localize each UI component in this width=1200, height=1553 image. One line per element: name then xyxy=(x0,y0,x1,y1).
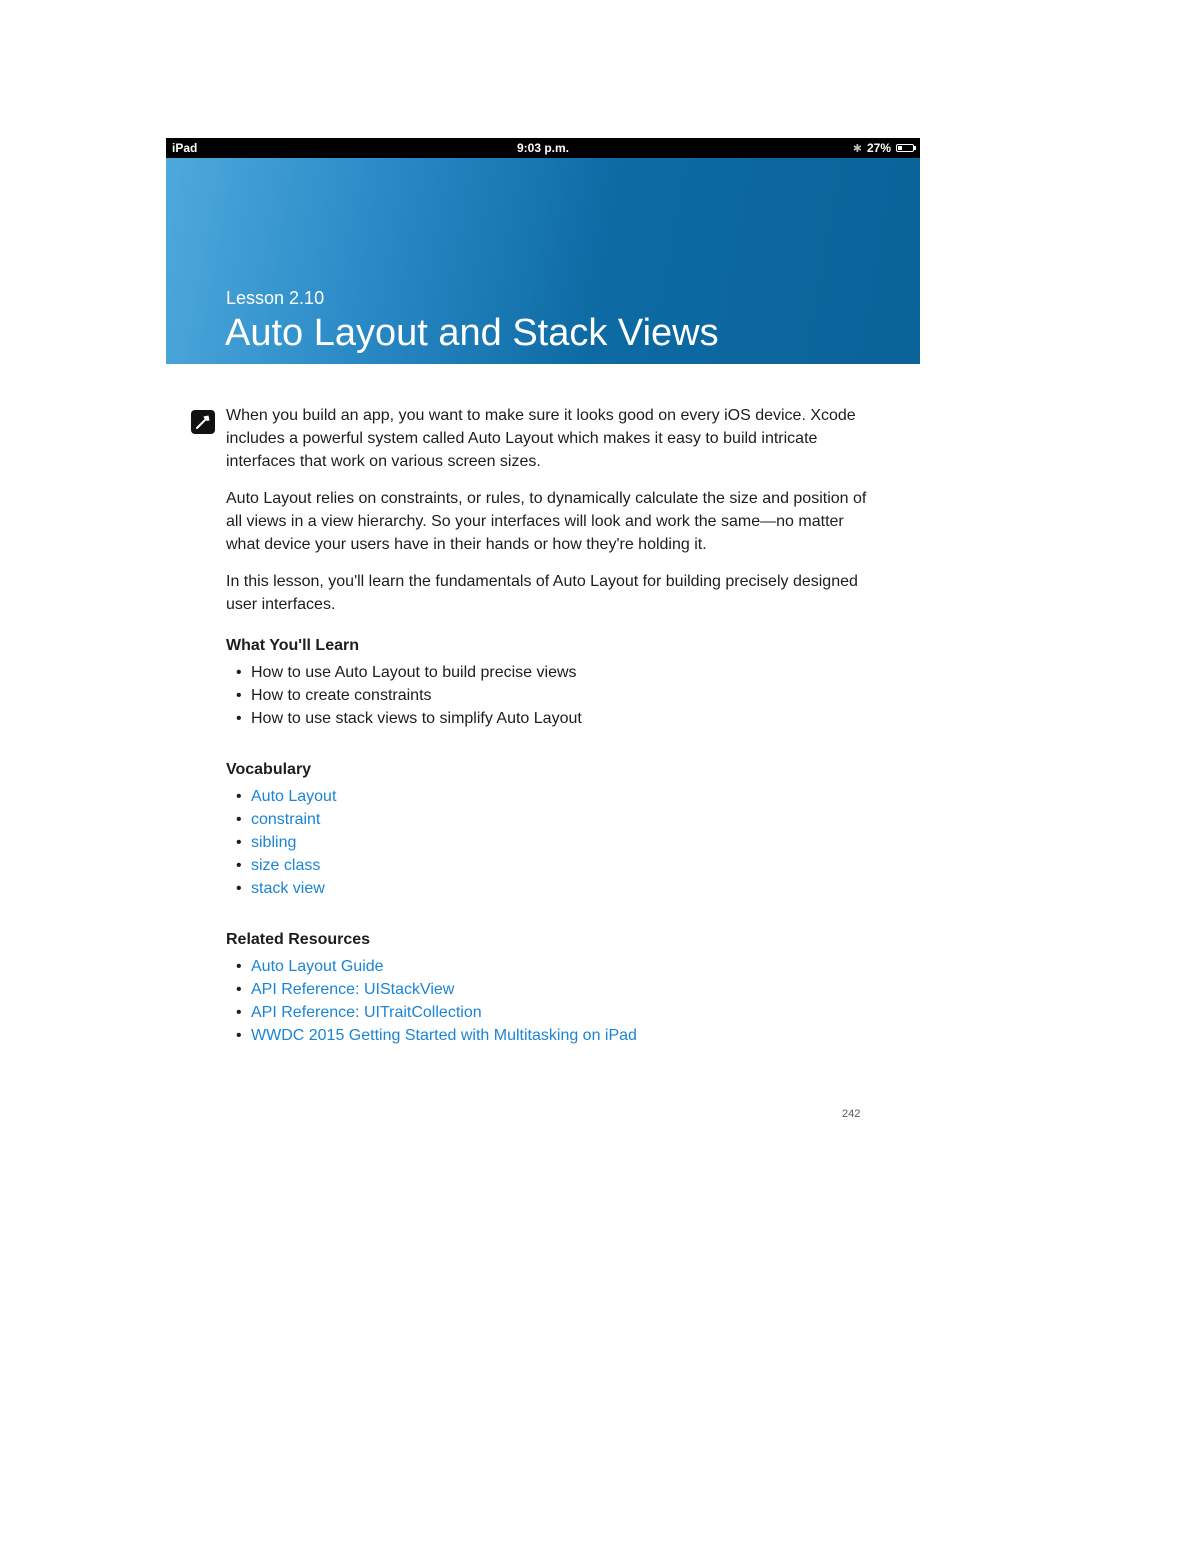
lesson-content xyxy=(226,404,876,1047)
resource-item xyxy=(226,1001,876,1024)
bluetooth-icon: ✱ xyxy=(852,142,862,155)
intro-paragraph: Auto Layout relies on constraints, or rules, to dynamically calculate the size and position of all views in a view hierarchy. So your interfaces will look and work the same—no matter what device your users have in their hands or how they're holding it. xyxy=(226,490,867,553)
page-number: 242 xyxy=(842,1108,861,1120)
resources-heading: Related Resources xyxy=(226,931,371,948)
resource-link-auto-layout-guide[interactable]: Auto Layout Guide xyxy=(251,958,384,975)
learn-heading: What You'll Learn xyxy=(226,637,359,654)
resource-link-uitraitcollection[interactable]: API Reference: UITraitCollection xyxy=(251,1004,482,1021)
learn-list xyxy=(226,661,876,730)
resource-item xyxy=(226,1024,876,1047)
vocabulary-link-sibling[interactable]: sibling xyxy=(251,834,297,851)
resource-item xyxy=(226,978,876,1001)
hammer-icon xyxy=(191,410,215,434)
resource-item xyxy=(226,955,876,978)
status-time: 9:03 p.m. xyxy=(516,141,570,155)
intro-paragraph: When you build an app, you want to make sure it looks good on every iOS device. Xcode includes a powerful system called Auto Layout which makes it easy to build intricate interfaces that work on various screen sizes. xyxy=(226,407,856,470)
vocabulary-link-size-class[interactable]: size class xyxy=(251,857,321,874)
status-device-label: iPad xyxy=(172,141,198,155)
resource-link-uistackview[interactable]: API Reference: UIStackView xyxy=(251,981,455,998)
battery-percent: 27% xyxy=(866,141,891,155)
page-title: Auto Layout and Stack Views xyxy=(225,312,719,354)
vocabulary-item xyxy=(226,854,876,877)
intro-paragraph: In this lesson, you'll learn the fundamentals of Auto Layout for building precisely designed user interfaces. xyxy=(226,573,858,613)
resource-link-wwdc-multitasking[interactable]: WWDC 2015 Getting Started with Multitasking on iPad xyxy=(251,1027,637,1044)
lesson-number: Lesson 2.10 xyxy=(226,288,325,308)
status-bar xyxy=(166,138,920,158)
list-item: • How to use stack views to simplify Auto Layout xyxy=(226,707,876,730)
list-item: • How to create constraints xyxy=(226,684,876,707)
lesson-header-banner xyxy=(166,158,920,364)
vocabulary-item xyxy=(226,808,876,831)
ipad-screen xyxy=(166,138,920,1138)
vocabulary-link-auto-layout[interactable]: Auto Layout xyxy=(251,788,337,805)
vocabulary-item xyxy=(226,831,876,854)
status-right-group xyxy=(853,141,914,155)
vocabulary-link-stack-view[interactable]: stack view xyxy=(251,880,325,897)
battery-icon xyxy=(896,144,914,152)
vocabulary-heading: Vocabulary xyxy=(226,761,312,778)
list-item: • How to use Auto Layout to build precise views xyxy=(226,661,876,684)
resources-list xyxy=(226,955,876,1047)
vocabulary-link-constraint[interactable]: constraint xyxy=(251,811,321,828)
vocabulary-list xyxy=(226,785,876,900)
vocabulary-item xyxy=(226,785,876,808)
vocabulary-item xyxy=(226,877,876,900)
